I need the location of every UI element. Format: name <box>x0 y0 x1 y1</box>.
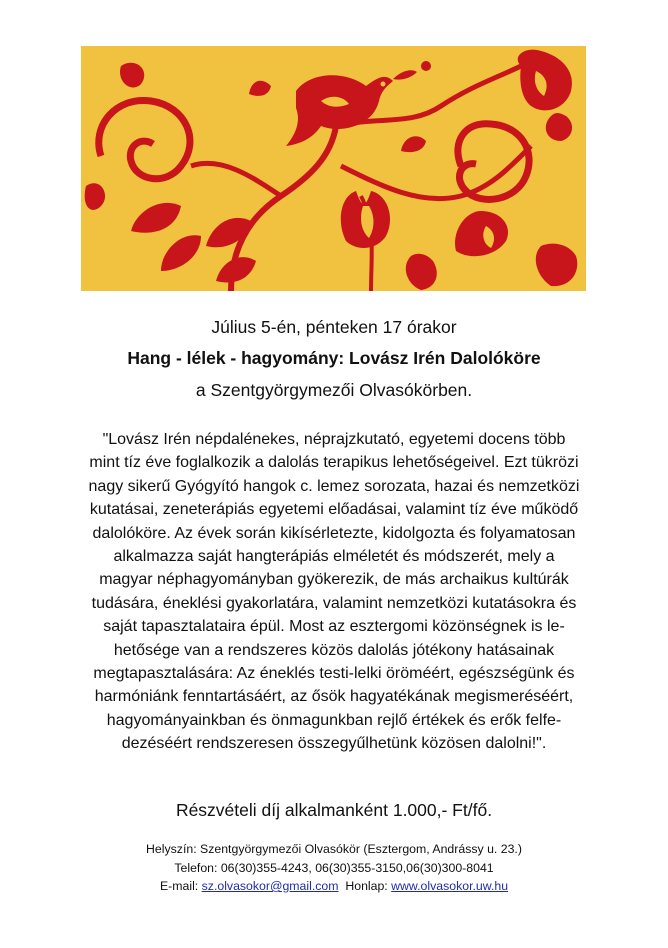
description-line: "Lovász Irén népdalénekes, néprajzkutató, egyetemi docens több <box>102 431 566 448</box>
phone-info: Telefon: 06(30)355-4243, 06(30)355-3150,06(30)300-8041 <box>174 860 494 875</box>
folk-art-banner <box>81 46 586 291</box>
event-title: Hang - lélek - hagyomány: Lovász Irén Dalolóköre <box>127 348 541 368</box>
description-line: megtapasztalására: Az éneklés testi-lelki öröméért, egészségünk és <box>93 665 575 683</box>
event-description <box>70 428 598 756</box>
description-line: saját tapasztalataira épül. Most az esztergomi közönségnek is le- <box>103 618 565 636</box>
website-link[interactable]: www.olvasokor.uw.hu <box>391 879 509 893</box>
description-line: kutatásai, zeneterápiás egyetemi előadásai, valamint tíz éve működő <box>89 501 579 519</box>
participation-fee: Részvételi díj alkalmanként 1.000,- Ft/fő. <box>175 800 493 820</box>
description-line: dalolóköre. Az évek során kikísérletezte, kidolgozta és folyamatosan <box>92 524 576 542</box>
description-line: mint tíz éve foglalkozik a dalolás terapikus lehetőségeivel. Ezt tükrözi <box>89 454 579 472</box>
description-line: alkalmazza saját hangterápiás elméletét és módszerét, mely a <box>113 548 555 566</box>
email-label: E-mail: <box>159 879 199 893</box>
description-line: nagy sikerű Gyógyító hangok c. lemez sorozata, hazai és nemzetközi <box>88 477 580 495</box>
description-line: hetősége van a rendszeres közös dalolás jótékony hatásainak <box>113 641 555 659</box>
location-info: Helyszín: Szentgyörgymezői Olvasókör (Esztergom, Andrássy u. 23.) <box>146 842 522 856</box>
event-place: a Szentgyörgymezői Olvasókörben. <box>195 380 473 400</box>
description-line: tudására, éneklési gyakorlatára, valamint nemzetközi kutatásokra és <box>91 594 577 612</box>
description-line: harmóniánk fenntartásáért, az ősök hagyatékának megismeréséért, <box>94 688 574 706</box>
event-date: Július 5-én, pénteken 17 órakor <box>211 317 457 337</box>
email-web-line <box>0 877 668 896</box>
description-line: dezéséért rendszeresen összegyűlhetünk közösen dalolni!". <box>121 735 547 753</box>
email-link[interactable]: sz.olvasokor@gmail.com <box>201 879 339 893</box>
description-line: hagyományainkban és önmagunkban rejlő értékek és erők felfe- <box>106 711 562 729</box>
folk-motif-illustration <box>81 46 586 291</box>
contact-footer <box>0 840 668 896</box>
description-line: magyar néphagyományban gyökerezik, de más archaikus kultúrák <box>99 571 569 589</box>
web-label: Honlap: <box>345 879 388 893</box>
